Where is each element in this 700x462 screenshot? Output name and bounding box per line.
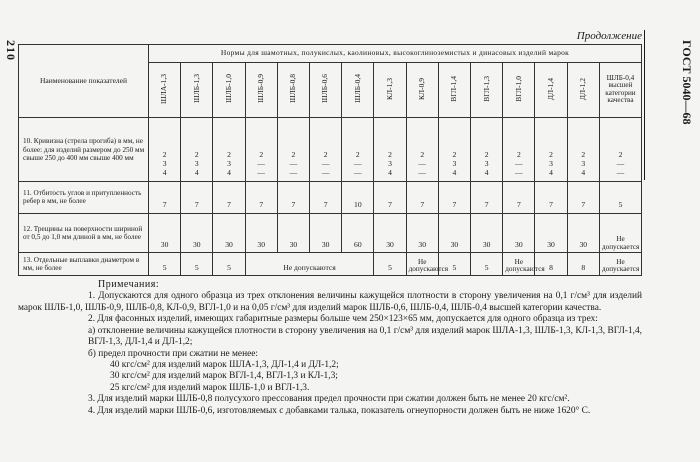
cell-value: 2 bbox=[618, 150, 623, 160]
table-cell: 30 bbox=[213, 213, 245, 253]
cell-value: 4 bbox=[452, 168, 457, 178]
cell-value: 4 bbox=[549, 168, 553, 178]
table-cell: 7 bbox=[471, 182, 503, 213]
table-cell: 5 bbox=[471, 253, 503, 276]
cell-value: — bbox=[418, 159, 427, 169]
table-cell: 7 bbox=[149, 182, 181, 213]
cell-value: — bbox=[321, 168, 330, 178]
table-cell-merged: Не допускаются bbox=[245, 253, 374, 276]
grade-header bbox=[406, 62, 438, 117]
table-cell: 60 bbox=[342, 213, 374, 253]
cell-value: 4 bbox=[484, 168, 489, 178]
table-cell bbox=[406, 117, 438, 182]
cell-value: — bbox=[515, 168, 523, 178]
cell-value: 3 bbox=[194, 159, 199, 169]
table-cell: 7 bbox=[535, 182, 567, 213]
cell-value: 4 bbox=[162, 168, 167, 178]
grade-label: ШЛБ-0,9 bbox=[256, 74, 266, 104]
table-row bbox=[19, 253, 642, 276]
table-cell: 5 bbox=[181, 253, 213, 276]
grade-header-last: ШЛБ-0,4 высшей категории качества bbox=[599, 62, 641, 117]
table-cell: 30 bbox=[471, 213, 503, 253]
table-cell: 5 bbox=[599, 182, 641, 213]
cell-value: 3 bbox=[484, 159, 489, 169]
grade-label: ВГЛ-1,0 bbox=[513, 75, 523, 102]
table-cell: Не допускается bbox=[599, 213, 641, 253]
cell-value: 2 bbox=[227, 150, 231, 160]
continuation-label: Продолжение bbox=[576, 30, 642, 42]
norms-table bbox=[18, 44, 642, 276]
cell-value: — bbox=[515, 159, 523, 169]
grade-label: ШЛБ-0,8 bbox=[288, 74, 298, 104]
notes-section bbox=[18, 279, 642, 417]
cell-value: — bbox=[257, 168, 265, 178]
table-cell: 30 bbox=[277, 213, 309, 253]
grade-label: ШЛБ-1,0 bbox=[223, 74, 233, 104]
grade-header bbox=[438, 62, 470, 117]
table-cell: 30 bbox=[149, 213, 181, 253]
cell-value: 2 bbox=[388, 150, 392, 160]
cell-value: — bbox=[354, 159, 362, 169]
table-cell: Не допускается bbox=[599, 253, 641, 276]
grade-header bbox=[342, 62, 374, 117]
table-cell: 7 bbox=[213, 182, 245, 213]
grade-header bbox=[535, 62, 567, 117]
cell-value: 2 bbox=[549, 150, 553, 160]
table-cell: 8 bbox=[535, 253, 567, 276]
cell-value: 4 bbox=[227, 168, 231, 178]
grade-label: ДЛ-1,4 bbox=[545, 77, 555, 100]
cell-value: 3 bbox=[388, 159, 392, 169]
cell-value: 2 bbox=[420, 150, 425, 160]
table-cell: 30 bbox=[438, 213, 470, 253]
row-label: 11. Отбитость углов и притупленность ребер в мм, не более bbox=[19, 182, 149, 213]
table-cell: 7 bbox=[181, 182, 213, 213]
table-row bbox=[19, 213, 642, 253]
cell-value: 2 bbox=[323, 150, 328, 160]
cell-value: 3 bbox=[581, 159, 586, 169]
row-label: 10. Кривизна (стрела прогиба) в мм, не более: для изделий размером до 250 мм свыше 250 до 400 мм свыше 400 мм bbox=[19, 117, 149, 182]
table-cell: 7 bbox=[567, 182, 599, 213]
cell-value: 2 bbox=[516, 150, 521, 160]
table-row bbox=[19, 117, 642, 182]
note-2b2: 30 кгс/см² для изделий марок ВГЛ-1,4, ВГЛ-1,3 и КЛ-1,3; bbox=[110, 371, 338, 382]
cell-value: 2 bbox=[291, 150, 296, 160]
table-cell: 30 bbox=[535, 213, 567, 253]
table-cell: 7 bbox=[406, 182, 438, 213]
page-number: 210 bbox=[4, 40, 18, 61]
table-cell bbox=[503, 117, 535, 182]
cell-value: 2 bbox=[259, 150, 264, 160]
row-label: 13. Отдельные выплавки диаметром в мм, не более bbox=[19, 253, 149, 276]
grade-label: ВГЛ-1,3 bbox=[481, 75, 491, 102]
cell-value: 4 bbox=[194, 168, 199, 178]
cell-value: 3 bbox=[227, 159, 231, 169]
table-cell: 7 bbox=[374, 182, 406, 213]
cell-value: — bbox=[616, 159, 625, 169]
table-cell: 30 bbox=[181, 213, 213, 253]
cell-value: 3 bbox=[162, 159, 167, 169]
grade-header bbox=[471, 62, 503, 117]
table-cell: 30 bbox=[310, 213, 342, 253]
note-2b3: 25 кгс/см² для изделий марок ШЛБ-1,0 и ВГЛ-1,3. bbox=[110, 382, 310, 393]
table-cell bbox=[535, 117, 567, 182]
cell-value: — bbox=[321, 159, 330, 169]
cell-value: 2 bbox=[452, 150, 457, 160]
grade-label: КЛ-1,3 bbox=[384, 77, 394, 100]
table-cell bbox=[181, 117, 213, 182]
gost-rule bbox=[644, 30, 645, 180]
grade-label: ШЛА-1,3 bbox=[159, 73, 169, 104]
note-2: 2. Для фасонных изделий, имеющих габаритные размеры больше чем 250×123×65 мм, допускается для одного образца из трех: bbox=[88, 314, 598, 325]
table-cell bbox=[310, 117, 342, 182]
grade-label: ВГЛ-1,4 bbox=[449, 75, 459, 102]
cell-value: 3 bbox=[452, 159, 457, 169]
gost-label: ГОСТ 5040—68 bbox=[680, 40, 694, 125]
table-cell: Не допускаются bbox=[406, 253, 438, 276]
table-cell: 7 bbox=[310, 182, 342, 213]
grade-header bbox=[503, 62, 535, 117]
row-label: 12. Трещины на поверхности шириной от 0,5 до 1,0 мм длиной в мм, не более bbox=[19, 213, 149, 253]
grade-label: ШЛБ-1,3 bbox=[191, 74, 201, 104]
table-cell: 10 bbox=[342, 182, 374, 213]
table-cell bbox=[599, 117, 641, 182]
table-cell: 5 bbox=[438, 253, 470, 276]
grade-header bbox=[149, 62, 181, 117]
grade-label: ШЛБ-0,4 bbox=[352, 74, 362, 104]
note-3: 3. Для изделий марки ШЛБ-0,8 полусухого прессования предел прочности при сжатии должен быть не менее 20 кгс/см². bbox=[88, 394, 570, 405]
table-cell: 5 bbox=[149, 253, 181, 276]
grade-header bbox=[277, 62, 309, 117]
table-cell: 5 bbox=[374, 253, 406, 276]
table-cell: 7 bbox=[245, 182, 277, 213]
grade-header bbox=[245, 62, 277, 117]
grade-label: КЛ-0,9 bbox=[417, 77, 427, 100]
grade-label: ШЛБ-0,6 bbox=[320, 74, 330, 104]
cell-value: — bbox=[418, 168, 427, 178]
table-cell: 30 bbox=[245, 213, 277, 253]
cell-value: 2 bbox=[162, 150, 167, 160]
table-cell bbox=[438, 117, 470, 182]
notes-heading: Примечания: bbox=[98, 279, 160, 290]
table-cell: 30 bbox=[567, 213, 599, 253]
note-4: 4. Для изделий марки ШЛБ-0,6, изготовляемых с добавками талька, показатель огнеупорности должен быть не ниже 1620° С. bbox=[88, 405, 591, 416]
cell-value: — bbox=[257, 159, 265, 169]
cell-value: 2 bbox=[194, 150, 199, 160]
table-cell: 5 bbox=[213, 253, 245, 276]
table-cell bbox=[149, 117, 181, 182]
note-2a: а) отклонение величины кажущейся плотности в сторону увеличения на 0,1 г/см³ для изделий марок ШЛА-1,3, ШЛБ-1,3, КЛ-1,3, ВГЛ-1,4, ВГЛ-1,3, ДЛ-1,4 и ДЛ-1,2; bbox=[88, 325, 642, 348]
cell-value: 2 bbox=[355, 150, 360, 160]
table-cell bbox=[245, 117, 277, 182]
table-cell: 30 bbox=[374, 213, 406, 253]
grade-header bbox=[567, 62, 599, 117]
param-header: Наименование показателей bbox=[19, 45, 149, 118]
cell-value: 2 bbox=[581, 150, 586, 160]
table-cell: 30 bbox=[406, 213, 438, 253]
table-cell: 7 bbox=[277, 182, 309, 213]
table-row bbox=[19, 182, 642, 213]
grade-header bbox=[310, 62, 342, 117]
table-cell bbox=[471, 117, 503, 182]
cell-value: — bbox=[289, 168, 298, 178]
cell-value: — bbox=[354, 168, 362, 178]
note-2b1: 40 кгс/см² для изделий марок ШЛА-1,3, ДЛ-1,4 и ДЛ-1,2; bbox=[110, 360, 339, 370]
table-cell: Не допускаются bbox=[503, 253, 535, 276]
table-cell: 30 bbox=[503, 213, 535, 253]
cell-value: 4 bbox=[581, 168, 586, 178]
cell-value: 3 bbox=[549, 159, 553, 169]
table-cell bbox=[277, 117, 309, 182]
table-cell: 7 bbox=[438, 182, 470, 213]
norms-header: Нормы для шамотных, полукислых, каолиновых, высокоглиноземистых и динасовых изделий марок bbox=[149, 45, 642, 63]
grade-header bbox=[374, 62, 406, 117]
table-cell bbox=[342, 117, 374, 182]
grade-header bbox=[213, 62, 245, 117]
table-cell bbox=[213, 117, 245, 182]
note-2b: б) предел прочности при сжатии не менее: bbox=[88, 348, 259, 359]
table-cell bbox=[374, 117, 406, 182]
cell-value: 4 bbox=[388, 168, 392, 178]
cell-value: — bbox=[289, 159, 298, 169]
table-cell: 8 bbox=[567, 253, 599, 276]
grade-label: ДЛ-1,2 bbox=[578, 77, 588, 100]
cell-value: — bbox=[616, 168, 625, 178]
cell-value: 2 bbox=[484, 150, 489, 160]
grade-header bbox=[181, 62, 213, 117]
note-1: 1. Допускаются для одного образца из трех отклонения величины кажущейся плотности в сторону увеличения на 0,1 г/см³ для изделий марок ШЛБ-1,0, ШЛБ-0,9, ШЛБ-0,8, КЛ-0,9, ВГЛ-1,0 и на 0,05 г/см³ для изделий марок ШЛБ-0,6, ШЛБ-0,4, ШЛБ-0,4 высшей категории качества. bbox=[18, 291, 642, 313]
table-cell bbox=[567, 117, 599, 182]
table-cell: 7 bbox=[503, 182, 535, 213]
